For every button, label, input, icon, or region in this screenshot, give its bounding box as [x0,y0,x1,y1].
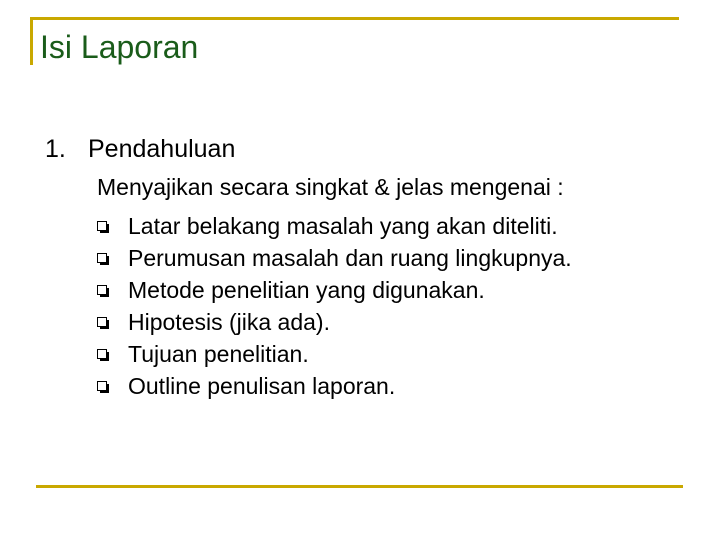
list-item [97,274,572,306]
top-accent-rule [30,17,679,20]
list-item-text: Outline penulisan laporan. [128,372,396,399]
square-bullet-icon [97,349,107,359]
slide-title: Isi Laporan [40,29,199,65]
intro-text: Menyajikan secara singkat & jelas mengenai : [97,174,564,200]
bullet-list [97,210,572,402]
square-bullet-icon [97,317,107,327]
square-bullet-icon [97,221,107,231]
section-title: Pendahuluan [88,135,236,163]
list-item-text: Hipotesis (jika ada). [128,308,330,335]
list-item [97,370,572,402]
list-item [97,210,572,242]
list-item [97,338,572,370]
square-bullet-icon [97,381,107,391]
bottom-accent-rule [36,485,683,488]
list-item-text: Latar belakang masalah yang akan diteliti. [128,212,558,239]
list-item-text: Metode penelitian yang digunakan. [128,276,485,303]
square-bullet-icon [97,253,107,263]
list-item-text: Tujuan penelitian. [128,340,309,367]
list-item [97,242,572,274]
list-item [97,306,572,338]
section-number: 1. [45,135,66,163]
square-bullet-icon [97,285,107,295]
list-item-text: Perumusan masalah dan ruang lingkupnya. [128,244,572,271]
left-accent-rule [30,17,33,65]
section-heading [45,133,235,165]
